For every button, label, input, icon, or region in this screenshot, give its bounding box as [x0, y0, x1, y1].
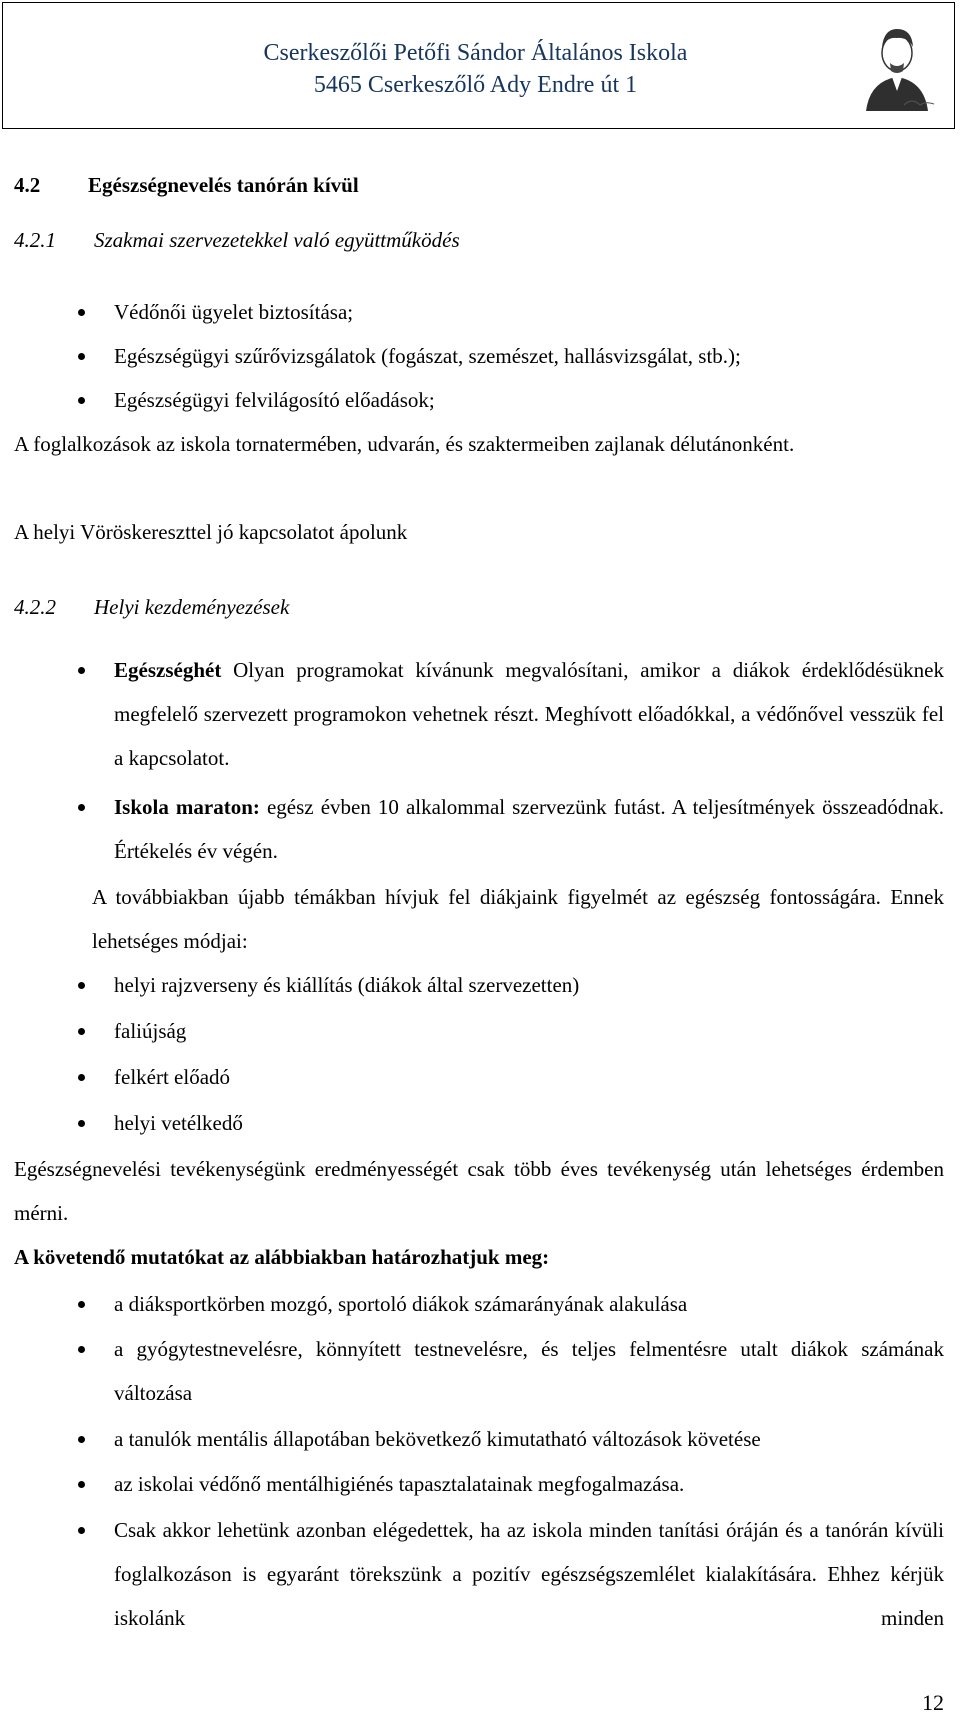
list-item: Védőnői ügyelet biztosítása; — [114, 290, 944, 334]
paragraph: A továbbiakban újabb témákban hívjuk fel diákjaink figyelmét az egészség fontosságára. Ennek lehetséges módjai: — [92, 885, 944, 953]
indicators-heading: A követendő mutatókat az alábbiakban határozhatjuk meg: — [14, 1245, 550, 1269]
petofi-portrait-icon — [854, 17, 940, 117]
list-item: helyi vetélkedő — [114, 1101, 944, 1145]
section-4-2-heading — [14, 173, 359, 198]
list-item: az iskolai védőnő mentálhigiénés tapasztalatainak megfogalmazása. — [114, 1462, 944, 1506]
list-item: Egészségügyi felvilágosító előadások; — [114, 378, 944, 422]
list-item: a gyógytestnevelésre, könnyített testnevelésre, és teljes felmentésre utalt diákok számának változása — [114, 1327, 944, 1415]
list-item: Csak akkor lehetünk azonban elégedettek, ha az iskola minden tanítási óráján és a tanórán kívüli foglalkozáson is egyaránt törekszünk a pozitív egészségszemlélet kialakítására. Ehhez kérjük iskolánk minden — [114, 1508, 944, 1640]
list-item: felkért előadó — [114, 1055, 944, 1099]
page-number: 12 — [922, 1690, 944, 1715]
list-item — [114, 785, 944, 873]
list-item: faliújság — [114, 1009, 944, 1053]
section-4-2-1-heading — [14, 228, 460, 253]
page-header — [2, 2, 955, 129]
section-number: 4.2.1 — [14, 228, 56, 252]
paragraph: A helyi Vöröskereszttel jó kapcsolatot ápolunk — [14, 520, 408, 544]
item-text: Olyan programokat kívánunk megvalósítani, amikor a diákok érdeklődésüknek megfelelő szervezett programokon vehetnek részt. Meghívott előadókkal, a védőnővel vesszük fel a kapcsolatot. — [114, 658, 944, 770]
item-title: Iskola maraton: — [114, 795, 260, 819]
paragraph: A foglalkozások az iskola tornatermében, udvarán, és szaktermeiben zajlanak délutánonként. — [14, 432, 795, 456]
list-item: a tanulók mentális állapotában bekövetkező kimutatható változások követése — [114, 1417, 944, 1461]
section-number: 4.2.2 — [14, 595, 56, 619]
list-item: helyi rajzverseny és kiállítás (diákok által szervezetten) — [114, 963, 944, 1007]
item-title: Egészséghét — [114, 658, 222, 682]
header-text — [3, 37, 948, 101]
list-item: Egészségügyi szűrővizsgálatok (fogászat, szemészet, hallásvizsgálat, stb.); — [114, 334, 944, 378]
paragraph: Egészségnevelési tevékenységünk eredményességét csak több éves tevékenység után lehetséges érdemben mérni. — [14, 1157, 944, 1225]
list-item — [114, 648, 944, 780]
section-title: Szakmai szervezetekkel való együttműködés — [94, 228, 460, 252]
item-text: egész évben 10 alkalommal szervezünk futást. A teljesítmények összeadódnak. Értékelés év végén. — [114, 795, 944, 863]
school-address: 5465 Cserkeszőlő Ady Endre út 1 — [313, 72, 638, 98]
list-item: a diáksportkörben mozgó, sportoló diákok számarányának alakulása — [114, 1282, 944, 1326]
section-title: Egészségnevelés tanórán kívül — [88, 173, 359, 197]
section-title: Helyi kezdeményezések — [94, 595, 290, 619]
section-number: 4.2 — [14, 173, 41, 197]
section-4-2-2-heading — [14, 595, 289, 620]
school-name: Cserkeszőlői Petőfi Sándor Általános Iskola — [263, 40, 688, 66]
